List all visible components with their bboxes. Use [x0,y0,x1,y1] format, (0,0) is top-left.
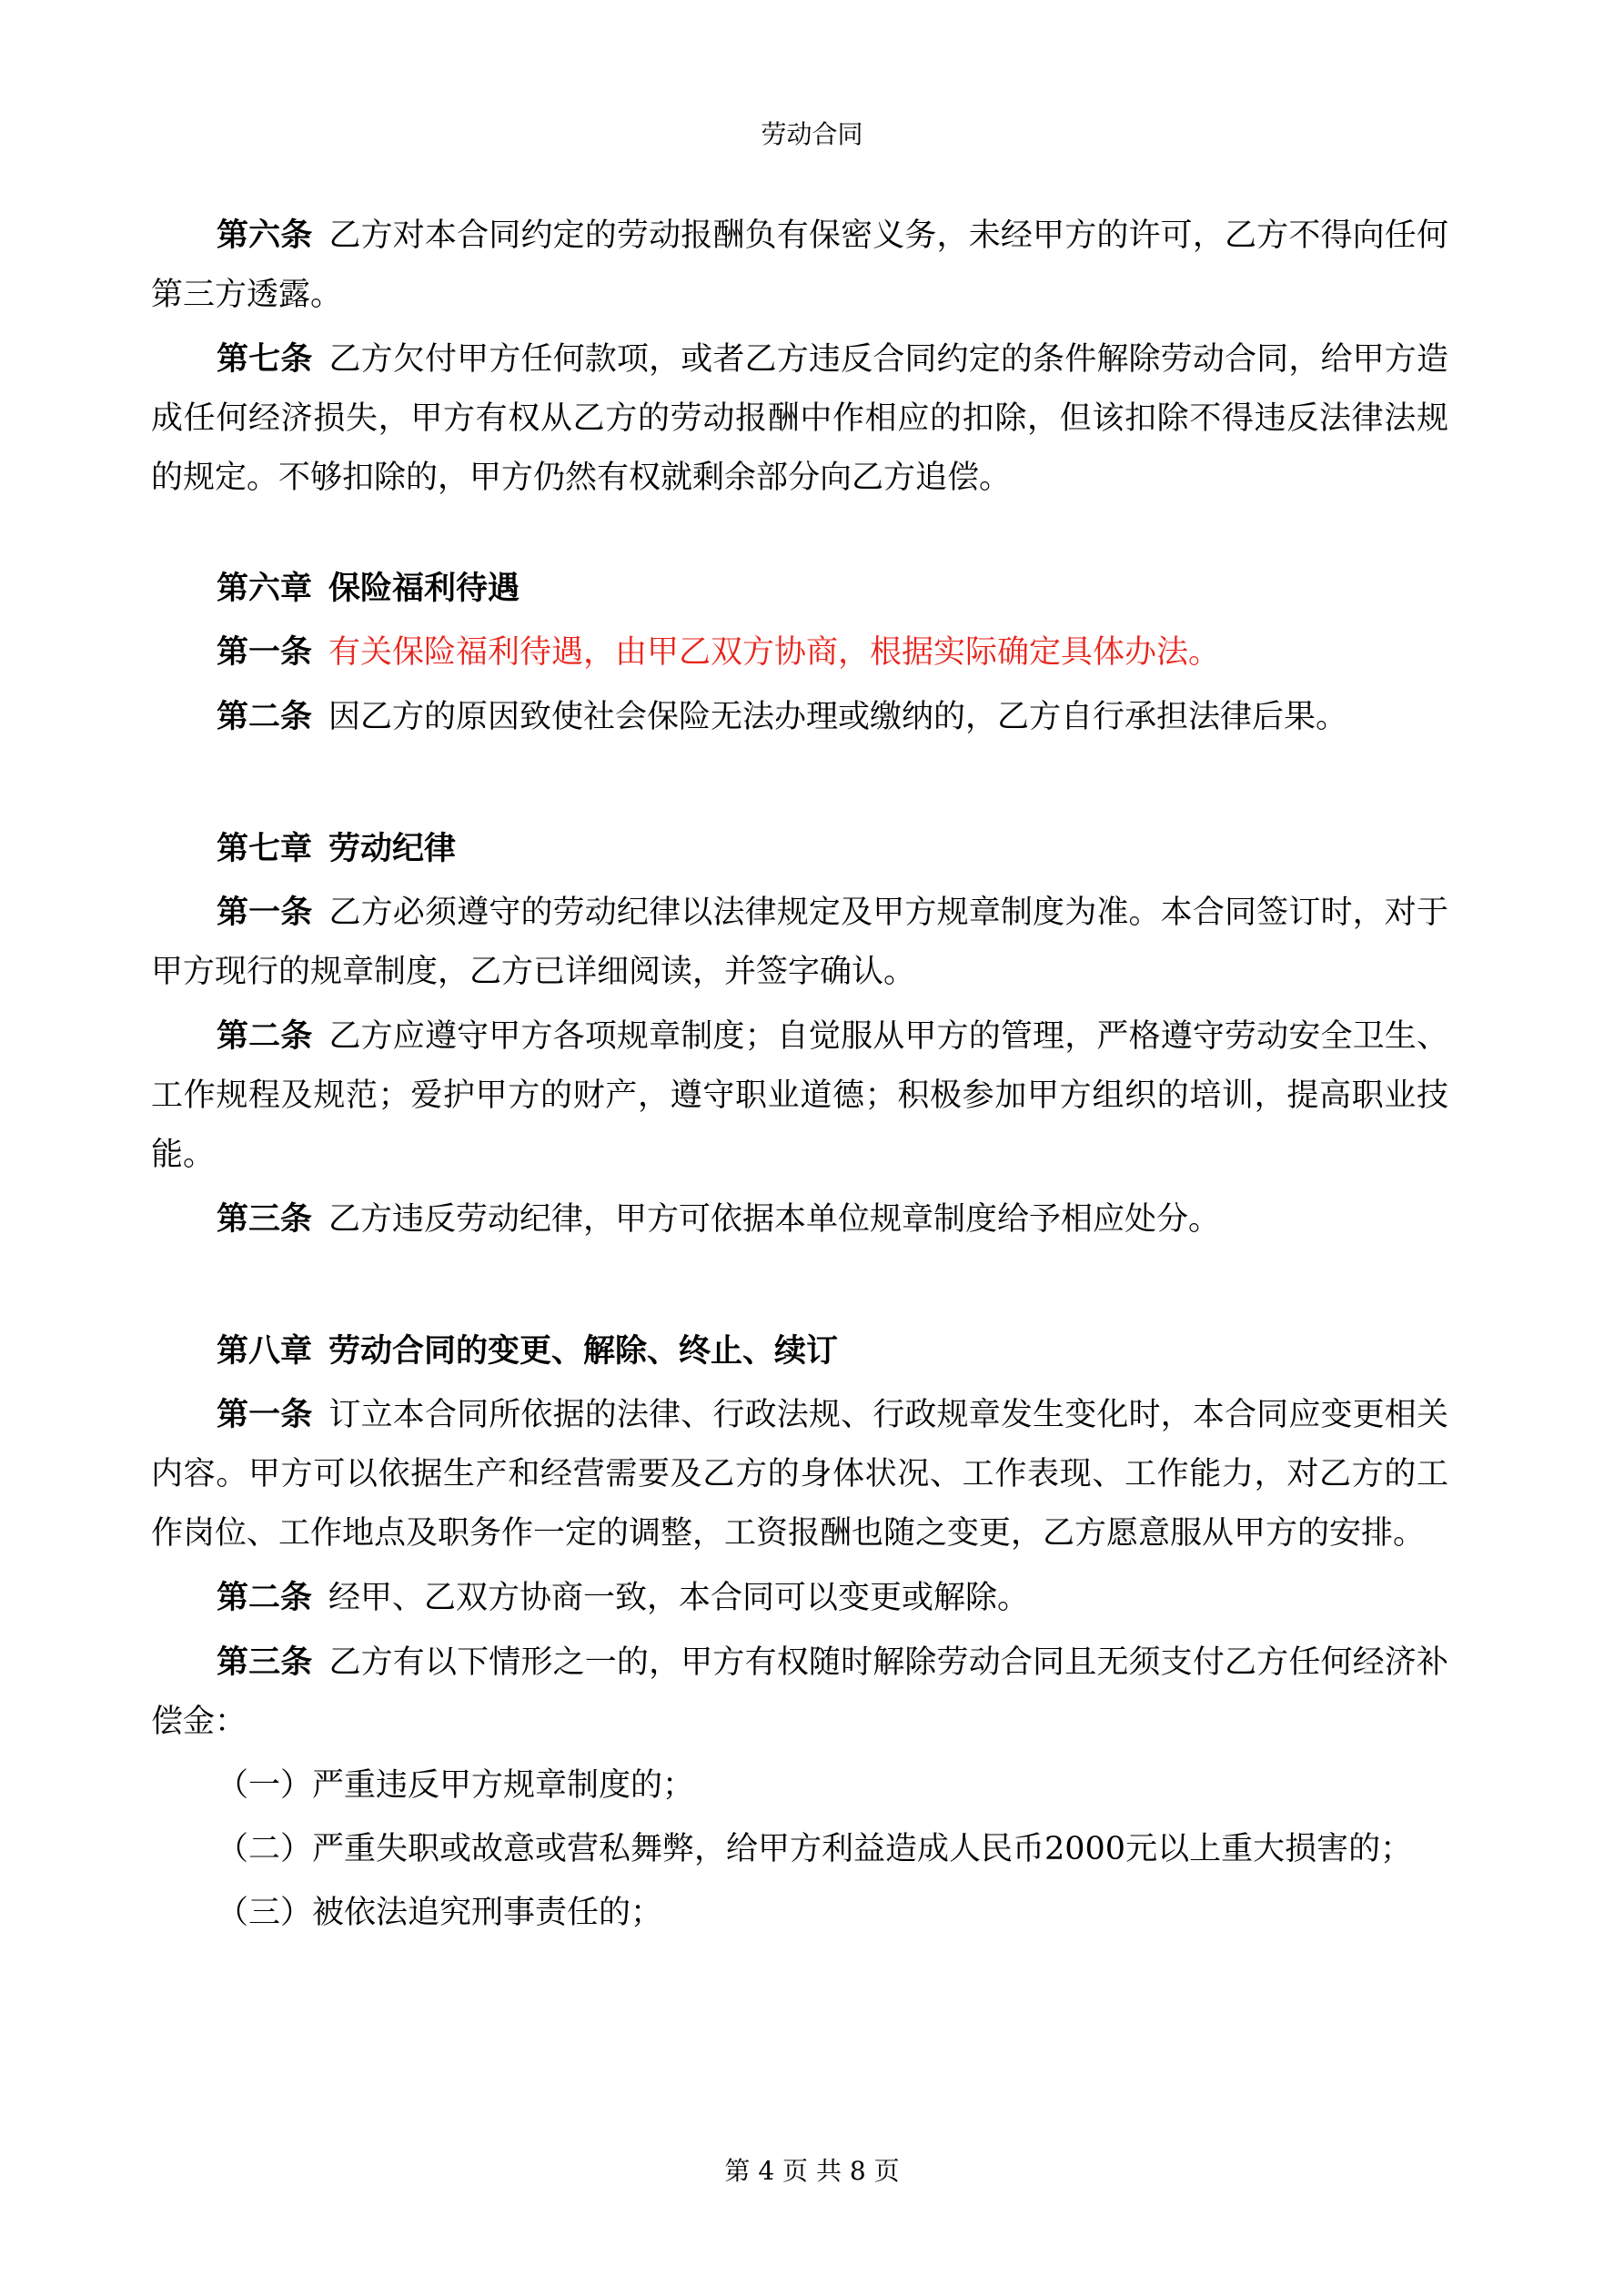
chapter-title: 劳动纪律 [328,830,457,867]
chapter5-article7 [151,329,1448,508]
header-title: 劳动合同 [761,119,863,149]
article-text: 乙方违反劳动纪律，甲方可依据本单位规章制度给予相应处分。 [328,1201,1221,1238]
article-text: 订立本合同所依据的法律、行政法规、行政规章发生变化时，本合同应变更相关内容。甲方可以依据生产和经营需要及乙方的身体状况、工作表现、工作能力，对乙方的工作岗位、工作地点及职务作一定的调整，工资报酬也随之变更，乙方愿意服从甲方的安排。 [151,1397,1448,1552]
chapter8-article1 [151,1385,1448,1563]
article-label: 第三条 [217,1200,313,1238]
chapter8-article2 [151,1568,1448,1628]
chapter-title: 劳动合同的变更、解除、终止、续订 [328,1332,839,1370]
article-text-highlighted: 有关保险福利待遇，由甲乙双方协商，根据实际确定具体办法。 [328,634,1221,671]
article-label: 第三条 [217,1644,313,1681]
article-text: 乙方必须遵守的劳动纪律以法律规定及甲方规章制度为准。本合同签订时，对于甲方现行的规章制度，乙方已详细阅读，并签字确认。 [151,895,1448,990]
footer-prefix: 第 [724,2156,751,2186]
article-label: 第二条 [217,1579,313,1616]
article-text: 乙方欠付甲方任何款项，或者乙方违反合同约定的条件解除劳动合同，给甲方造成任何经济损失，甲方有权从乙方的劳动报酬中作相应的扣除，但该扣除不得违反法律法规的规定。不够扣除的，甲方仍然有权就剩余部分向乙方追偿。 [151,341,1448,496]
chapter7-article2 [151,1006,1448,1185]
chapter7-article1 [151,883,1448,1002]
current-page-number: 4 [758,2156,775,2186]
chapter8-article3 [151,1633,1448,1752]
page-header [0,116,1624,153]
document-body [151,206,1448,1943]
chapter7-article3 [151,1189,1448,1249]
total-page-number: 8 [849,2156,866,2186]
article-text: 乙方应遵守甲方各项规章制度；自觉服从甲方的管理，严格遵守劳动安全卫生、工作规程及规范；爱护甲方的财产，遵守职业道德；积极参加甲方组织的培训，提高职业技能。 [151,1018,1448,1173]
chapter7-heading [151,819,1448,878]
chapter6-article2 [151,687,1448,747]
article-text: 乙方有以下情形之一的，甲方有权随时解除劳动合同且无须支付乙方任何经济补偿金： [151,1644,1448,1740]
chapter-title: 保险福利待遇 [328,570,520,607]
chapter8-heading [151,1321,1448,1381]
article-label: 第二条 [217,698,313,735]
chapter5-article6 [151,206,1448,325]
article-text: 因乙方的原因致使社会保险无法办理或缴纳的，乙方自行承担法律后果。 [328,699,1348,735]
article-label: 第七条 [217,340,313,378]
article-text: 乙方对本合同约定的劳动报酬负有保密义务，未经甲方的许可，乙方不得向任何第三方透露。 [151,217,1448,313]
article-label: 第一条 [217,894,313,931]
chapter-number: 第七章 [217,830,313,867]
footer-middle: 页 共 [782,2156,842,2186]
article-label: 第一条 [217,633,313,671]
footer-suffix: 页 [873,2156,900,2186]
chapter6-article1 [151,622,1448,683]
chapter6-heading [151,559,1448,618]
article-label: 第二条 [217,1017,313,1055]
article-text: 经甲、乙双方协商一致，本合同可以变更或解除。 [328,1580,1030,1616]
article-label: 第六条 [217,217,313,254]
chapter-number: 第八章 [217,1332,313,1370]
chapter-number: 第六章 [217,570,313,607]
list-item: （三）被依法追究刑事责任的； [217,1895,663,1931]
list-item: （一）严重违反甲方规章制度的； [217,1767,695,1804]
list-item: （二）严重失职或故意或营私舞弊，给甲方利益造成人民币2000元以上重大损害的； [217,1831,1413,1867]
page-footer [0,2153,1624,2190]
article-label: 第一条 [217,1396,313,1433]
